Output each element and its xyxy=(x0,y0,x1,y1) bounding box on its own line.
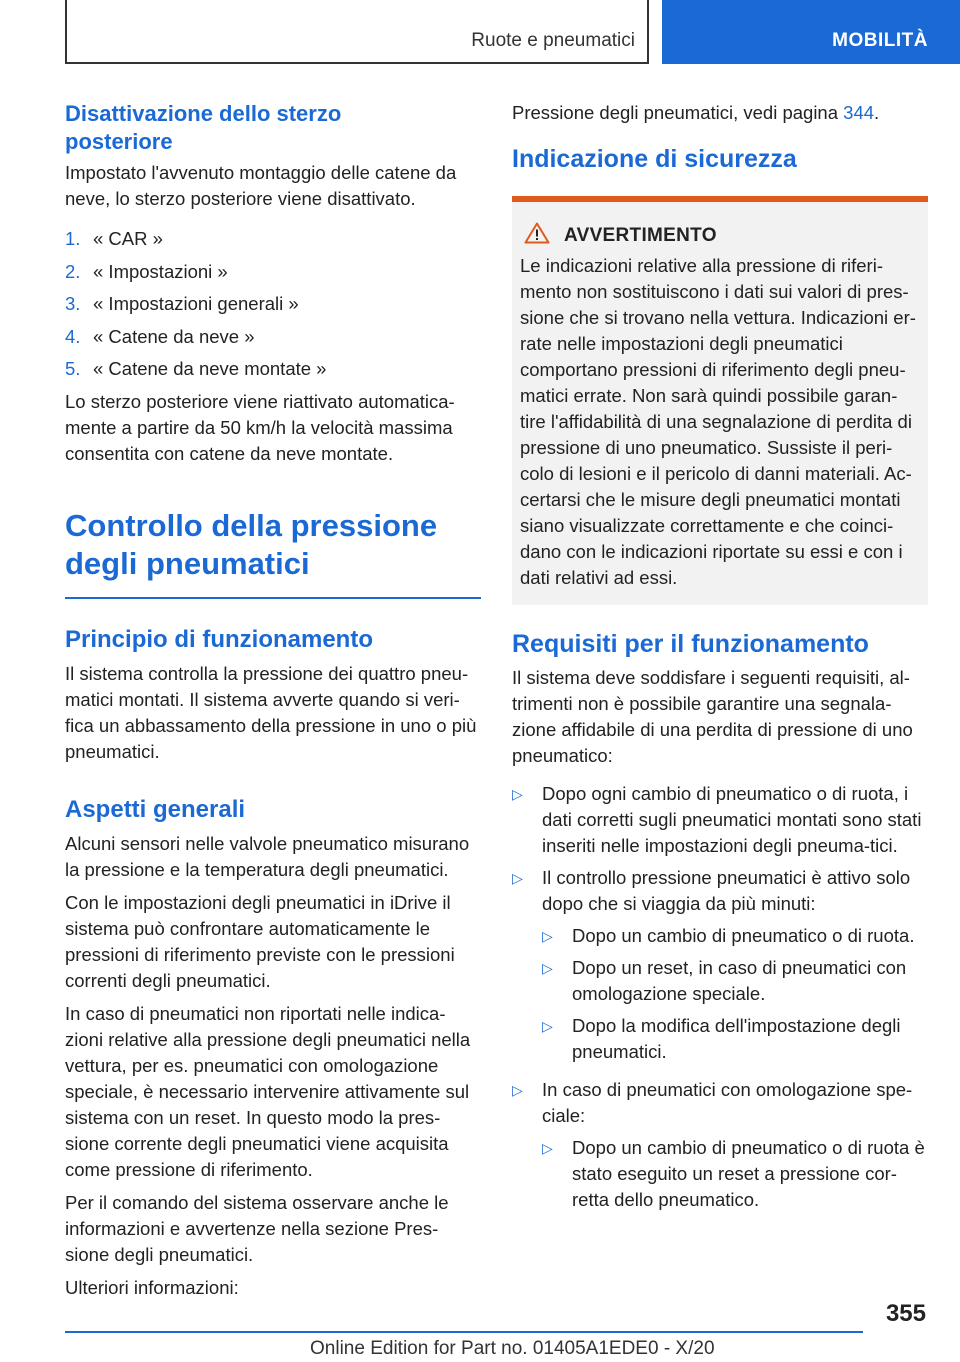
warning-triangle-icon xyxy=(524,222,550,249)
general-p5: Ulteriori informazioni: xyxy=(65,1276,239,1298)
requirements-intro: Il sistema deve soddisfare i seguenti requisiti, al-trimenti non è possibile garantire una segnala-zione affidabile di una perdita di pressione di uno pneumatico: xyxy=(512,667,913,766)
sub-list-item: ▷ Dopo la modifica dell'impostazione degli pneumatici. xyxy=(542,1013,928,1065)
bullet-triangle-icon: ▷ xyxy=(542,1018,553,1034)
warning-header xyxy=(524,222,920,249)
step-item: 5. « Catene da neve montate » xyxy=(65,358,327,379)
general-p3: In caso di pneumatici non riportati nelle indica-zioni relative alla pressione degli pneumatici nella vettura, per es. pneumatici con omologazione speciale, è necessario intervenire attivamente sul sistema con un reset. In questo modo la pres-sione corrente degli pneumatici viene acquisita come pressione di riferimento. xyxy=(65,1002,471,1180)
sub-list-item: ▷ Dopo un cambio di pneumatico o di ruota è stato eseguito un reset a pressione cor-retta dello pneumatico. xyxy=(542,1135,928,1213)
sub-list-item: ▷ Dopo un reset, in caso di pneumatici con omologazione speciale. xyxy=(542,955,928,1007)
bullet-triangle-icon: ▷ xyxy=(542,960,553,976)
step-item: 4. « Catene da neve » xyxy=(65,325,255,347)
bullet-triangle-icon: ▷ xyxy=(512,786,523,802)
bullet-triangle-icon: ▷ xyxy=(542,928,553,944)
sub-list-item: ▷ Dopo un cambio di pneumatico o di ruota. xyxy=(542,923,928,949)
warning-box xyxy=(512,196,928,605)
bullet-triangle-icon: ▷ xyxy=(512,1082,523,1098)
pressure-reference: Pressione degli pneumatici, vedi pagina 344. xyxy=(512,102,880,123)
general-p2: Con le impostazioni degli pneumatici in iDrive il sistema può confrontare automaticamente le pressioni di riferimento previste con le pressioni correnti degli pneumatici. xyxy=(65,891,455,991)
sub-list xyxy=(542,923,928,1065)
principle-text: Il sistema controlla la pressione dei quattro pneu-matici montati. Il sistema avverte quando si veri-fica un abbassamento della pressione in uno o più pneumatici. xyxy=(65,662,477,762)
list-item: ▷ Il controllo pressione pneumatici è attivo solo dopo che si viaggia da più minuti: ▷ Dopo un cambio di pneumatico o di ruota. ▷ Dopo un reset, in caso di pneumatici con omologazione speciale. ▷ Dopo la modifica dell'impostazione degli pneumatici. xyxy=(512,865,928,1071)
warning-text: Le indicazioni relative alla pressione di riferi-mento non sostituiscono i dati sui valori di pres-sione che si trovano nella vettura. Indicazioni er-rate nelle impostazioni degli pneumatici comportano pressioni di riferimento degli pneu-matici errate. Non sarà quindi possibile garan-tire l'affidabilità di una segnalazione di perdita di pressione di uno pneumatico. Sussiste il peri-colo di lesioni e il pericolo di danni materiali. Ac-certarsi che le misure degli pneumatici montati siano visualizzate correttamente e che coinci-dano con le indicazioni riportate su essi e con i dati relativi ad essi. xyxy=(520,255,916,588)
footer-rule xyxy=(65,1331,863,1333)
footer-edition: Online Edition for Part no. 01405A1EDE0 - X/20 xyxy=(310,1338,715,1359)
general-p1: Alcuni sensori nelle valvole pneumatico misurano la pressione e la temperatura degli pneumatici. xyxy=(65,832,470,880)
bullet-triangle-icon: ▷ xyxy=(512,870,523,886)
bullet-triangle-icon: ▷ xyxy=(542,1140,553,1156)
step-item: 2. « Impostazioni » xyxy=(65,260,228,282)
header-chapter-tab xyxy=(662,0,960,64)
rear-steer-outro: Lo sterzo posteriore viene riattivato automatica-mente a partire da 50 km/h la velocità massima consentita con catene da neve montate. xyxy=(65,390,455,464)
header-section-title: Ruote e pneumatici xyxy=(471,30,635,51)
chapter-title: Controllo della pressione degli pneumatici xyxy=(65,507,438,581)
step-item: 3. « Impostazioni generali » xyxy=(65,293,299,314)
rear-steer-intro: Impostato l'avvenuto montaggio delle catene da neve, lo sterzo posteriore viene disattivato. xyxy=(65,162,457,209)
header-chapter-title: MOBILITÀ xyxy=(832,30,928,51)
warning-label: AVVERTIMENTO xyxy=(564,224,717,246)
step-item: 1. « CAR » xyxy=(65,228,163,249)
list-item: ▷ Dopo ogni cambio di pneumatico o di ruota, i dati corretti sugli pneumatici montati sono stati inseriti nelle impostazioni degli pneuma-tici. xyxy=(512,781,928,859)
header-section-tab xyxy=(65,0,649,64)
general-p4: Per il comando del sistema osservare anche le informazioni e avvertenze nella sezione Pres-sione degli pneumatici. xyxy=(65,1191,449,1265)
right-column xyxy=(512,100,928,1225)
general-title: Aspetti generali xyxy=(65,795,246,823)
list-item: ▷ In caso di pneumatici con omologazione spe-ciale: ▷ Dopo un cambio di pneumatico o di ruota è stato eseguito un reset a pressione cor-retta dello pneumatico. xyxy=(512,1077,928,1219)
page-link[interactable]: 344 xyxy=(843,102,875,123)
requirements-list xyxy=(512,781,928,1219)
chapter-rule xyxy=(65,597,481,599)
rear-steer-steps xyxy=(65,226,481,382)
left-column xyxy=(65,100,481,1308)
rear-steer-title: Disattivazione dello sterzo posteriore xyxy=(65,101,342,154)
sub-list xyxy=(542,1135,928,1213)
requirements-title: Requisiti per il funzionamento xyxy=(512,630,869,658)
principle-title: Principio di funzionamento xyxy=(65,625,373,653)
page-number: 355 xyxy=(885,1300,926,1327)
safety-title: Indicazione di sicurezza xyxy=(512,145,797,173)
